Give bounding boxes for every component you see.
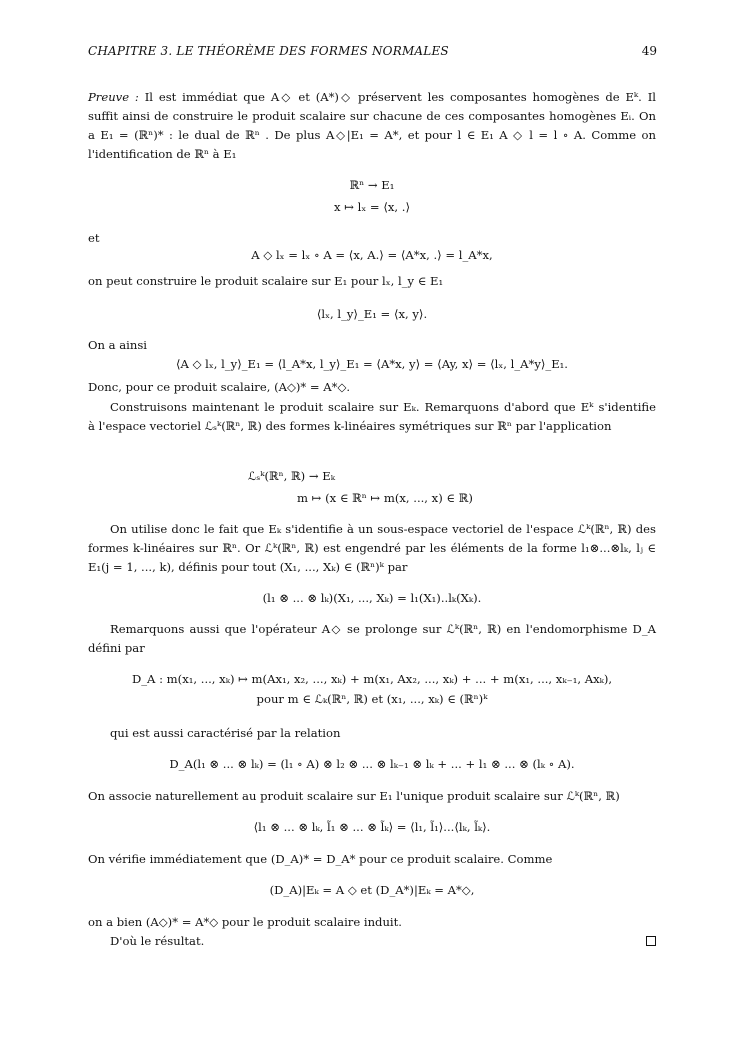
equation-e-line-2: pour m ∈ ℒₖ(ℝⁿ, ℝ) et (x₁, ..., xₖ) ∈ (ℝⁿ)ᵏ (256, 692, 488, 706)
equation-b: ⟨lₓ, l_y⟩_E₁ = ⟨x, y⟩. (316, 307, 428, 321)
equation-e-line-1: D_A : m(x₁, ..., xₖ) ↦ m(Ax₁, x₂, ..., xₖ) + m(x₁, Ax₂, ..., xₖ) + ... + m(x₁, ..., xₖ₋₁, Axₖ), (131, 672, 613, 686)
paragraph-6-line-2: formes k-linéaires sur ℝⁿ. Or ℒᵏ(ℝⁿ, ℝ) est engendré par les éléments de la forme l₁⊗...⊗lₖ, lⱼ ∈ (88, 541, 656, 555)
equation-g: ⟨l₁ ⊗ ... ⊗ lₖ, l̃₁ ⊗ ... ⊗ l̃ₖ⟩ = ⟨l₁, l̃₁⟩...⟨lₖ, l̃ₖ⟩. (253, 820, 491, 834)
paragraph-9: On associe naturellement au produit scalaire sur E₁ l'unique produit scalaire sur ℒᵏ(ℝⁿ, ℝ) (88, 789, 620, 803)
paragraph-7-line-2: défini par (88, 641, 145, 655)
proof-line-4: l'identification de ℝⁿ à E₁ (88, 147, 237, 161)
paragraph-8: qui est aussi caractérisé par la relation (110, 726, 341, 740)
page-number: 49 (641, 44, 657, 58)
proof-line-3: a E₁ = (ℝⁿ)* : le dual de ℝⁿ . De plus A◇|E₁ = A*, et pour l ∈ E₁ A ◇ l = l ∘ A. Comme on (88, 128, 656, 142)
paragraph-12: D'où le résultat. (110, 934, 205, 948)
paragraph-2: on peut construire le produit scalaire sur E₁ pour lₓ, l_y ∈ E₁ (88, 274, 444, 288)
proof-label: Preuve : (88, 90, 139, 104)
paragraph-3: On a ainsi (88, 338, 147, 352)
equation-d: (l₁ ⊗ ... ⊗ lₖ)(X₁, ..., Xₖ) = l₁(X₁)..lₖ(Xₖ). (262, 591, 482, 605)
equation-f: D_A(l₁ ⊗ ... ⊗ lₖ) = (l₁ ∘ A) ⊗ l₂ ⊗ ... ⊗ lₖ₋₁ ⊗ lₖ + ... + l₁ ⊗ ... ⊗ (lₖ ∘ A). (169, 757, 575, 771)
paragraph-5-line-2: à l'espace vectoriel ℒₛᵏ(ℝⁿ, ℝ) des formes k-linéaires symétriques sur ℝⁿ par l'application (88, 419, 612, 433)
equation-c: ⟨A ◇ lₓ, l_y⟩_E₁ = ⟨l_A*x, l_y⟩_E₁ = ⟨A*x, y⟩ = ⟨Ay, x⟩ = ⟨lₓ, l_A*y⟩_E₁. (176, 357, 568, 371)
qed-square-icon (646, 936, 656, 946)
map1-line-2: x ↦ lₓ = ⟨x, .⟩ (334, 200, 410, 214)
proof-line-1 (88, 88, 656, 107)
running-header (88, 44, 657, 58)
map2-line-1: ℒₛᵏ(ℝⁿ, ℝ) → Eₖ (248, 469, 335, 483)
map2-line-2: m ↦ (x ∈ ℝⁿ ↦ m(x, ..., x) ∈ ℝ) (297, 491, 473, 505)
equation-a: A ◇ lₓ = lₓ ∘ A = ⟨x, A.⟩ = ⟨A*x, .⟩ = l_A*x, (251, 248, 493, 262)
running-title: CHAPITRE 3. LE THÉORÈME DES FORMES NORMALES (88, 44, 449, 58)
paragraph-4: Donc, pour ce produit scalaire, (A◇)* = A*◇. (88, 380, 351, 394)
proof-text-1: Il est immédiat que A◇ et (A*)◇ préservent les composantes homogènes de Eᵏ. Il (144, 90, 656, 104)
paragraph-7-line-1: Remarquons aussi que l'opérateur A◇ se prolonge sur ℒᵏ(ℝⁿ, ℝ) en l'endomorphisme D_A (110, 622, 656, 636)
text-et: et (88, 231, 100, 245)
paragraph-11: on a bien (A◇)* = A*◇ pour le produit scalaire induit. (88, 915, 402, 929)
proof-line-2: suffit ainsi de construire le produit scalaire sur chacune de ces composantes homogènes Eᵢ. On (88, 109, 656, 123)
paragraph-6-line-3: E₁(j = 1, ..., k), définis pour tout (X₁, ..., Xₖ) ∈ (ℝⁿ)ᵏ par (88, 560, 408, 574)
map1-line-1: ℝⁿ → E₁ (349, 178, 395, 192)
paragraph-10: On vérifie immédiatement que (D_A)* = D_A* pour ce produit scalaire. Comme (88, 852, 553, 866)
equation-h: (D_A)|Eₖ = A ◇ et (D_A*)|Eₖ = A*◇, (269, 883, 475, 897)
paragraph-5-line-1: Construisons maintenant le produit scalaire sur Eₖ. Remarquons d'abord que Eᵏ s'identifie (110, 400, 656, 414)
paragraph-6-line-1: On utilise donc le fait que Eₖ s'identifie à un sous-espace vectoriel de l'espace ℒᵏ(ℝⁿ, ℝ) des (110, 522, 656, 536)
